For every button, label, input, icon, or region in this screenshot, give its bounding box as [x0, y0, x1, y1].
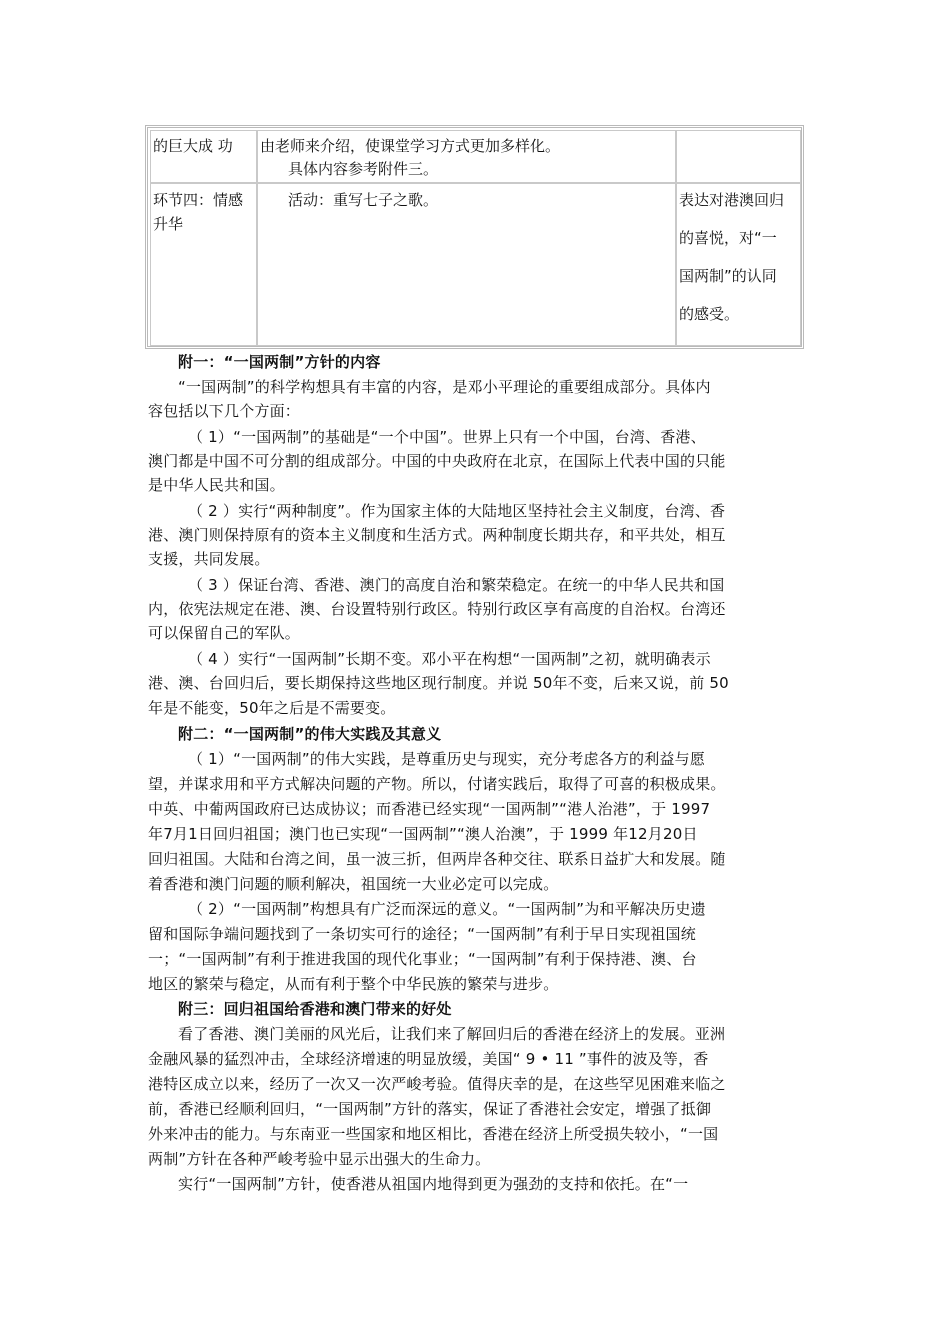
- paragraph-line: 是中华人民共和国。: [148, 476, 285, 494]
- paragraph-line: 年7月1日回归祖国；澳门也已实现“一国两制”“澳人治澳”，于 1999 年12月20日: [148, 825, 698, 843]
- cell-text: 具体内容参考附件三。: [288, 160, 439, 178]
- paragraph-line: 留和国际争端问题找到了一条切实可行的途径；“一国两制”有利于早日实现祖国统: [148, 925, 696, 943]
- appendix1-heading: 附一：“一国两制”方针的内容: [178, 353, 381, 371]
- table-cell: [150, 130, 257, 183]
- cell-text: 国两制”的认同: [679, 267, 777, 285]
- table-cell: [257, 183, 676, 346]
- paragraph-line: 着香港和澳门问题的顺利解决，祖国统一大业必定可以完成。: [148, 875, 559, 893]
- paragraph-line: 容包括以下几个方面：: [148, 402, 301, 420]
- cell-text: 的巨大成 功: [153, 137, 233, 155]
- paragraph-line: 前，香港已经顺利回归，“一国两制”方针的落实，保证了香港社会安定，增强了抵御: [148, 1100, 712, 1118]
- paragraph-line: 实行“一国两制”方针，使香港从祖国内地得到更为强劲的支持和依托。在“一: [178, 1175, 689, 1193]
- cell-text: 由老师来介绍，使课堂学习方式更加多样化。: [260, 137, 561, 155]
- table-cell: [676, 130, 801, 183]
- paragraph-line: 可以保留自己的军队。: [148, 624, 301, 642]
- paragraph-line: 支援，共同发展。: [148, 550, 270, 568]
- paragraph-line: （ 2）“一国两制”构想具有广泛而深远的意义。“一国两制”为和平解决历史遗: [188, 900, 706, 918]
- paragraph-line: 港、澳、台回归后，要长期保持这些地区现行制度。并说 50年不变，后来又说，前 50: [148, 674, 729, 692]
- paragraph-line: 中英、中葡两国政府已达成协议；而香港已经实现“一国两制”“港人治港”，于 1997: [148, 800, 711, 818]
- paragraph-line: 内，依宪法规定在港、澳、台设置特别行政区。特别行政区享有高度的自治权。台湾还: [148, 600, 726, 618]
- paragraph-line: 金融风暴的猛烈冲击，全球经济增速的明显放缓，美国“ 9 • 11 ”事件的波及等，香: [148, 1050, 709, 1068]
- paragraph-line: 外来冲击的能力。与东南亚一些国家和地区相比，香港在经济上所受损失较小，“一国: [148, 1125, 719, 1143]
- paragraph-line: （ 2 ）实行“两种制度”。作为国家主体的大陆地区坚持社会主义制度，台湾、香: [188, 502, 726, 520]
- cell-text: 的感受。: [679, 305, 740, 323]
- table-cell: [257, 130, 676, 183]
- cell-text: 表达对港澳回归: [679, 191, 785, 209]
- paragraph-line: 一；“一国两制”有利于推进我国的现代化事业；“一国两制”有利于保持港、澳、台: [148, 950, 697, 968]
- paragraph-line: 港特区成立以来，经历了一次又一次严峻考验。值得庆幸的是，在这些罕见困难来临之: [148, 1075, 726, 1093]
- paragraph-line: （ 1）“一国两制”的伟大实践，是尊重历史与现实，充分考虑各方的利益与愿: [188, 750, 706, 768]
- appendix3-heading: 附三：回归祖国给香港和澳门带来的好处: [178, 1000, 452, 1018]
- paragraph-line: 两制”方针在各种严峻考验中显示出强大的生命力。: [148, 1150, 491, 1168]
- paragraph-line: 回归祖国。大陆和台湾之间，虽一波三折，但两岸各种交往、联系日益扩大和发展。随: [148, 850, 726, 868]
- paragraph-line: 望，并谋求用和平方式解决问题的产物。所以，付诸实践后，取得了可喜的积极成果。: [148, 775, 726, 793]
- paragraph-line: （ 1）“一国两制”的基础是“一个中国”。世界上只有一个中国，台湾、香港、: [188, 428, 706, 446]
- cell-text: 的喜悦，对“一: [679, 229, 777, 247]
- appendix2-heading: 附二：“一国两制”的伟大实践及其意义: [178, 725, 442, 743]
- cell-text: 升华: [153, 215, 184, 233]
- table-cell: [676, 183, 801, 346]
- paragraph-line: （ 4 ）实行“一国两制”长期不变。邓小平在构想“一国两制”之初，就明确表示: [188, 650, 711, 668]
- paragraph-line: 地区的繁荣与稳定，从而有利于整个中华民族的繁荣与进步。: [148, 975, 559, 993]
- cell-text: 环节四：情感: [153, 191, 244, 209]
- paragraph-line: “一国两制”的科学构想具有丰富的内容，是邓小平理论的重要组成部分。具体内: [178, 378, 711, 396]
- paragraph-line: 澳门都是中国不可分割的组成部分。中国的中央政府在北京，在国际上代表中国的只能: [148, 452, 726, 470]
- cell-text: 活动：重写七子之歌。: [288, 191, 439, 209]
- paragraph-line: 港、澳门则保持原有的资本主义制度和生活方式。两种制度长期共存，和平共处，相互: [148, 526, 726, 544]
- table-cell: [150, 183, 257, 346]
- paragraph-line: 看了香港、澳门美丽的风光后，让我们来了解回归后的香港在经济上的发展。亚洲: [178, 1025, 726, 1043]
- paragraph-line: 年是不能变，50年之后是不需要变。: [148, 699, 396, 717]
- paragraph-line: （ 3 ）保证台湾、香港、澳门的高度自治和繁荣稳定。在统一的中华人民共和国: [188, 576, 725, 594]
- lesson-plan-table: [145, 125, 804, 349]
